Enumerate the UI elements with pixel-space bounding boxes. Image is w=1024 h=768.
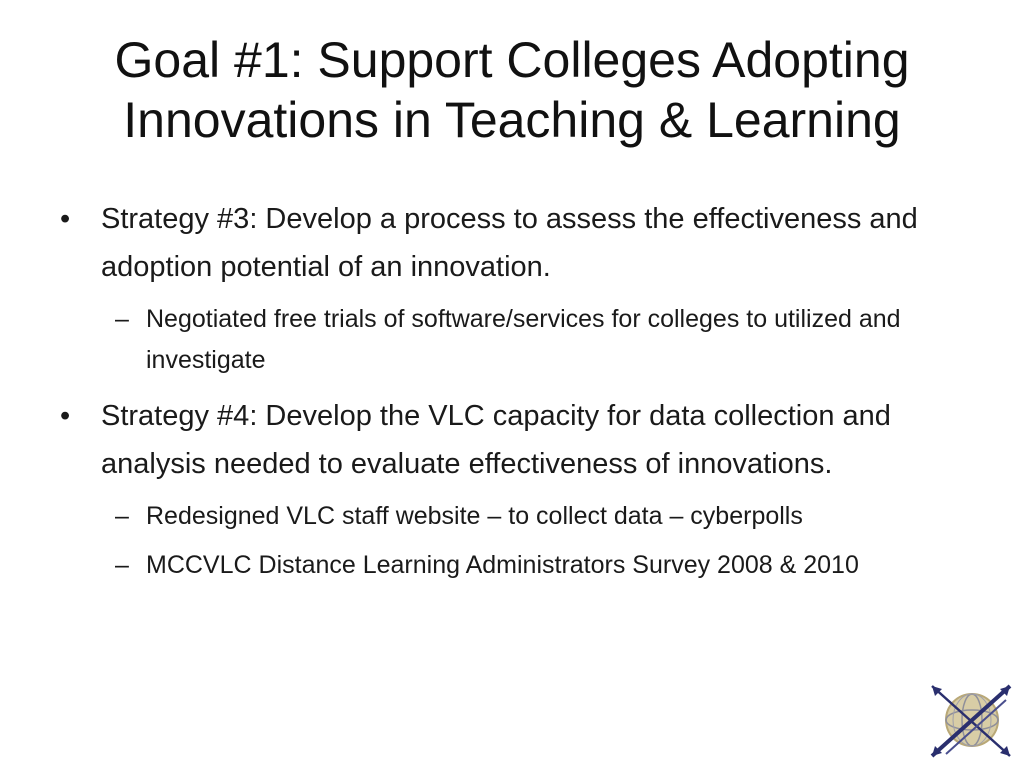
- sub-bullet-text: Redesigned VLC staff website – to collect data – cyberpolls: [146, 502, 803, 530]
- bullet-text: Strategy #4: Develop the VLC capacity for data collection and analysis needed to evaluate effectiveness of innovations.: [101, 400, 891, 480]
- bullet-mark: •: [60, 203, 71, 235]
- sub-bullet-mark: –: [115, 551, 129, 579]
- bullet-text: Strategy #3: Develop a process to assess the effectiveness and adoption potential of an innovation.: [101, 203, 918, 283]
- sub-bullet-item: [60, 496, 990, 537]
- bullet-mark: •: [60, 400, 71, 432]
- globe-compass-logo-icon: [926, 680, 1016, 762]
- sub-bullet-item: [60, 545, 990, 586]
- bullet-item: [60, 195, 990, 291]
- sub-bullet-item: [60, 299, 990, 381]
- sub-bullet-mark: –: [115, 305, 129, 333]
- slide-title: Goal #1: Support Colleges Adopting Innovations in Teaching & Learning: [114, 32, 910, 148]
- slide-content: [60, 195, 990, 586]
- sub-bullet-text: Negotiated free trials of software/services for colleges to utilized and investigate: [146, 305, 901, 374]
- sub-bullet-mark: –: [115, 502, 129, 530]
- sub-bullet-text: MCCVLC Distance Learning Administrators Survey 2008 & 2010: [146, 551, 859, 579]
- bullet-item: [60, 392, 990, 488]
